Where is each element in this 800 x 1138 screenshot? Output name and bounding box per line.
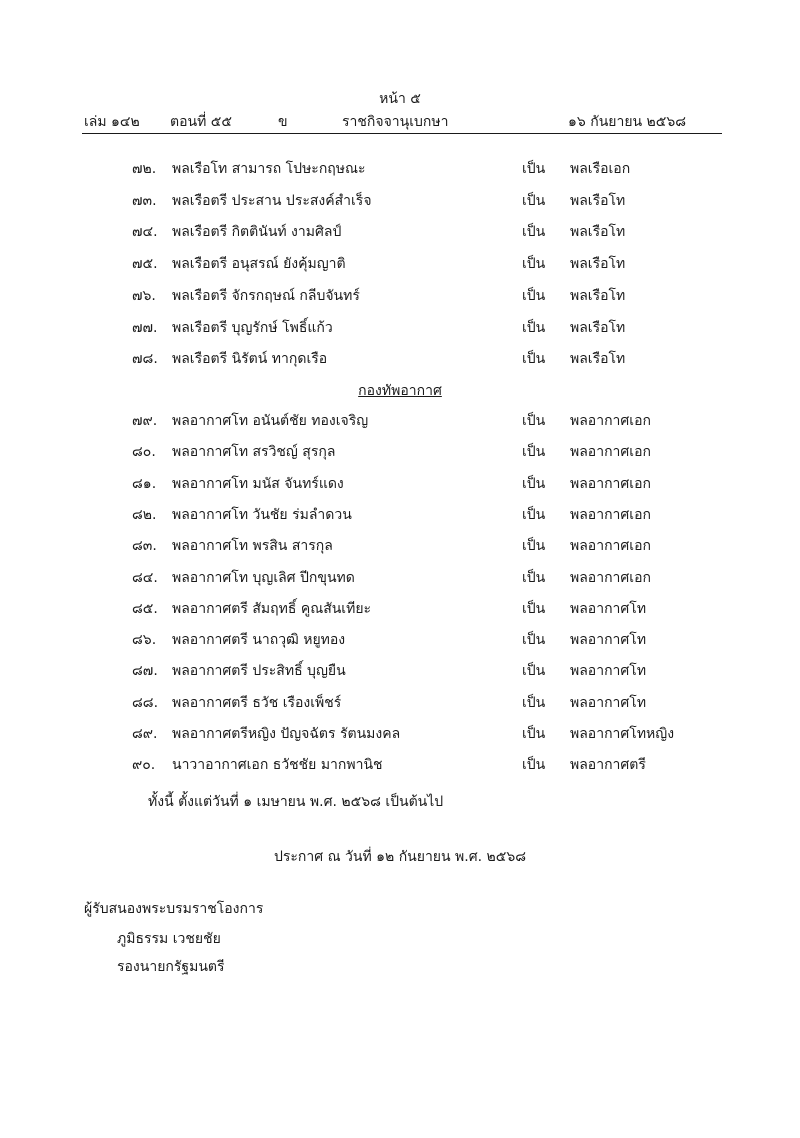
entry-new-rank: พลเรือโท [570,351,626,368]
list-item [0,629,800,653]
entry-verb: เป็น [522,224,546,241]
entry-name: พลอากาศโท มนัส จันทร์แดง [172,475,344,492]
header-date: ๑๖ กันยายน ๒๕๖๘ [568,114,687,130]
list-item [0,317,800,341]
entry-name: พลเรือโท สามารถ โปษะกฤษณะ [172,161,366,177]
entry-name: พลอากาศตรี ธวัช เรืองเพ็ชร์ [172,694,342,711]
entry-name: พลอากาศโท สรวิชญ์ สุรกุล [172,444,336,461]
entry-number: ๗๔. [132,224,158,241]
list-item [0,567,800,591]
entry-name: พลอากาศโท พรสิน สารกุล [172,538,333,555]
entry-new-rank: พลอากาศเอก [570,475,651,492]
entry-number: ๘๙. [132,726,158,742]
entry-new-rank: พลอากาศโท [570,694,647,711]
effective-date-text: ทั้งนี้ ตั้งแต่วันที่ ๑ เมษายน พ.ศ. ๒๕๖๘ เป็นต้นไป [148,794,444,810]
entry-number: ๗๘. [132,351,158,368]
list-item [0,723,800,747]
entry-verb: เป็น [522,600,546,617]
list-item [0,660,800,684]
entry-new-rank: พลอากาศโทหญิง [570,726,675,742]
list-item [0,253,800,277]
list-item [0,692,800,716]
entry-name: พลอากาศตรี ประสิทธิ์ บุญยืน [172,663,346,680]
header-issue: ตอนที่ ๕๕ [170,114,232,130]
entry-verb: เป็น [522,694,546,711]
entry-new-rank: พลอากาศเอก [570,569,651,586]
entry-verb: เป็น [522,192,546,209]
entry-name: พลเรือตรี นิรัตน์ ทากุดเรือ [172,351,328,368]
entry-verb: เป็น [522,475,546,492]
entry-number: ๙๐. [132,757,156,774]
entry-number: ๗๒. [132,161,157,177]
list-item [0,473,800,497]
entry-name: พลอากาศตรี นาถวุฒิ หยูทอง [172,632,346,649]
entry-verb: เป็น [522,413,546,429]
header-volume: เล่ม ๑๔๒ [84,114,140,130]
page-number: หน้า ๕ [379,91,421,107]
list-item [0,598,800,622]
entry-number: ๘๓. [132,538,157,555]
entry-verb: เป็น [522,444,546,461]
entry-new-rank: พลเรือโท [570,256,626,273]
entry-verb: เป็น [522,757,546,774]
section-heading-airforce: กองทัพอากาศ [358,383,442,399]
entry-number: ๗๓. [132,192,157,209]
entry-verb: เป็น [522,632,546,649]
entry-verb: เป็น [522,726,546,742]
entry-verb: เป็น [522,506,546,523]
entry-number: ๘๒. [132,506,157,523]
entry-verb: เป็น [522,161,546,177]
entry-name: พลเรือตรี กิตตินันท์ งามศิลป์ [172,224,342,241]
entry-name: พลอากาศตรีหญิง ปัญจฉัตร รัตนมงคล [172,726,401,742]
entry-verb: เป็น [522,351,546,368]
entry-verb: เป็น [522,538,546,555]
entry-new-rank: พลอากาศโท [570,632,647,649]
header-section: ข [278,114,288,130]
list-item [0,535,800,559]
entry-number: ๘๖. [132,632,157,649]
entry-new-rank: พลอากาศเอก [570,413,651,429]
entry-number: ๘๐. [132,444,156,461]
entry-name: พลเรือตรี อนุสรณ์ ยังคุ้มญาติ [172,256,346,273]
entry-number: ๘๔. [132,569,158,586]
entry-number: ๗๙. [132,413,158,429]
entry-number: ๘๘. [132,694,159,711]
entry-name: พลอากาศโท อนันต์ชัย ทองเจริญ [172,413,369,429]
list-item [0,158,800,182]
entry-new-rank: พลอากาศเอก [570,444,651,461]
entry-new-rank: พลอากาศโท [570,663,647,680]
entry-number: ๘๗. [132,663,158,680]
entry-name: พลเรือตรี บุญรักษ์ โพธิ์แก้ว [172,319,333,336]
entry-number: ๗๖. [132,287,156,304]
signature-name: ภูมิธรรม เวชยชัย [117,931,221,947]
list-item [0,348,800,372]
entry-new-rank: พลเรือโท [570,224,626,241]
list-item [0,754,800,778]
entry-number: ๘๕. [132,600,158,617]
entry-number: ๗๗. [132,319,158,336]
entry-new-rank: พลอากาศโท [570,600,647,617]
list-item [0,285,800,309]
entry-verb: เป็น [522,569,546,586]
entry-new-rank: พลอากาศเอก [570,538,651,555]
entry-verb: เป็น [522,256,546,273]
list-item [0,504,800,528]
entry-name: นาวาอากาศเอก ธวัชชัย มากพานิช [172,757,383,774]
announcement-date: ประกาศ ณ วันที่ ๑๒ กันยายน พ.ศ. ๒๕๖๘ [273,849,527,865]
entry-number: ๗๕. [132,256,158,273]
list-item [0,221,800,245]
entry-name: พลเรือตรี ประสาน ประสงค์สำเร็จ [172,192,372,209]
entry-name: พลเรือตรี จักรกฤษณ์ กลีบจันทร์ [172,287,360,304]
entry-new-rank: พลเรือเอก [570,161,631,177]
entry-verb: เป็น [522,287,546,304]
signature-role: ผู้รับสนองพระบรมราชโองการ [84,901,264,917]
entry-new-rank: พลเรือโท [570,192,626,209]
entry-name: พลอากาศโท วันชัย ร่มลำดวน [172,506,352,523]
entry-name: พลอากาศตรี สัมฤทธิ์ คูณสันเทียะ [172,600,372,617]
header-publication: ราชกิจจานุเบกษา [342,114,449,130]
list-item [0,410,800,434]
entry-name: พลอากาศโท บุญเลิศ ปีกขุนทด [172,569,355,586]
list-item [0,441,800,465]
entry-new-rank: พลอากาศเอก [570,506,651,523]
signature-title: รองนายกรัฐมนตรี [117,959,225,975]
entry-verb: เป็น [522,663,546,680]
entry-new-rank: พลเรือโท [570,287,626,304]
list-item [0,190,800,214]
header-rule [82,133,722,134]
entry-number: ๘๑. [132,475,157,492]
entry-verb: เป็น [522,319,546,336]
entry-new-rank: พลอากาศตรี [570,757,646,774]
entry-new-rank: พลเรือโท [570,319,626,336]
